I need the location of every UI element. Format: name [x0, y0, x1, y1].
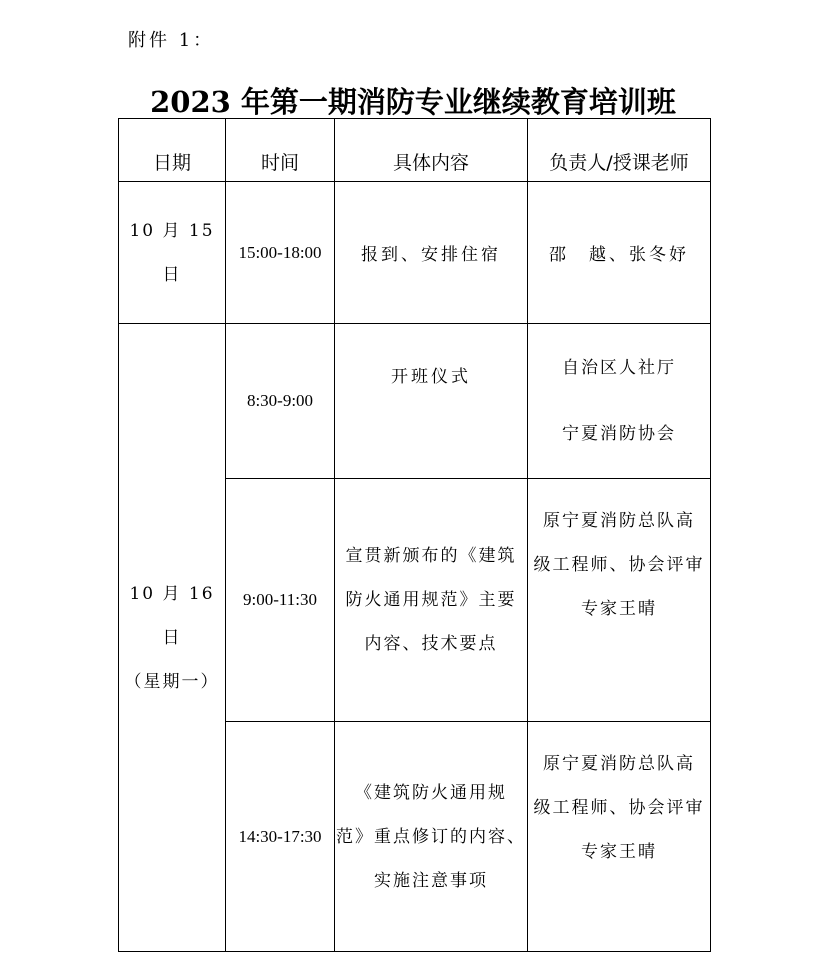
date-cell [119, 182, 226, 324]
content-line: 《建筑防火通用规 [355, 782, 507, 803]
column-header-person: 负责人/授课老师 [528, 119, 711, 182]
table-row [119, 324, 711, 479]
time-cell: 9:00-11:30 [226, 479, 335, 722]
content-cell [335, 479, 528, 722]
person-cell [528, 722, 711, 952]
time-cell: 14:30-17:30 [226, 722, 335, 952]
content-line: 宣贯新颁布的《建筑 [345, 546, 517, 566]
date-cell [119, 324, 226, 952]
date-text: 10 月 15 日 [129, 220, 215, 285]
person-text: 邵 越、张冬妤 [549, 245, 689, 265]
content-line: 范》重点修订的内容、 [336, 826, 526, 847]
person-cell [528, 324, 711, 479]
person-text [528, 346, 710, 456]
person-cell [528, 479, 711, 722]
person-line: 宁夏消防协会 [562, 424, 676, 444]
time-cell: 15:00-18:00 [226, 182, 335, 324]
person-text [528, 742, 710, 874]
attachment-label: 附件 1： [128, 30, 215, 51]
person-line: 原宁夏消防总队高 [543, 511, 695, 531]
column-header-time: 时间 [226, 119, 335, 182]
person-line: 专家王晴 [581, 599, 657, 619]
table-row [119, 182, 711, 324]
person-line: 原宁夏消防总队高 [543, 754, 695, 774]
time-cell: 8:30-9:00 [226, 324, 335, 479]
content-cell [335, 324, 528, 479]
content-text: 开班仪式 [391, 367, 471, 387]
content-text: 报到、安排住宿 [361, 245, 501, 265]
content-line: 实施注意事项 [374, 870, 488, 891]
person-line: 级工程师、协会评审 [533, 798, 705, 818]
content-text [335, 771, 527, 903]
person-cell [528, 182, 711, 324]
column-header-date: 日期 [119, 119, 226, 182]
column-header-content: 具体内容 [335, 119, 528, 182]
content-line: 防火通用规范》主要 [345, 590, 517, 610]
table-header-row [119, 119, 711, 182]
document-title: 2023 年第一期消防专业继续教育培训班 [150, 85, 676, 119]
date-text [119, 572, 225, 704]
content-cell [335, 182, 528, 324]
content-text [335, 534, 527, 666]
date-line: 10 月 16 日 [129, 583, 215, 648]
person-line: 级工程师、协会评审 [533, 555, 705, 575]
person-line: 专家王晴 [581, 842, 657, 862]
person-line: 自治区人社厅 [562, 358, 676, 378]
person-text [528, 499, 710, 631]
weekday-line: （星期一） [124, 671, 220, 692]
content-cell [335, 722, 528, 952]
content-line: 内容、技术要点 [364, 634, 498, 654]
schedule-table [118, 118, 711, 952]
